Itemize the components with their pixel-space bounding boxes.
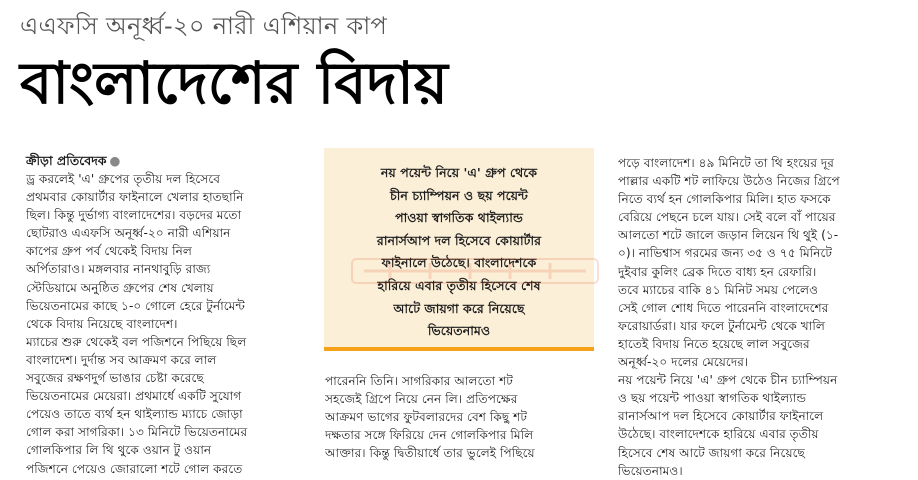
text-line: স্টেডিয়ামে অনুষ্ঠিত গ্রুপের শেষ খেলায় [26,280,214,295]
text-line: হাতেই বিদায় নিতে হয়েছে লাল সবুজের [618,336,810,351]
text-line: ছিল। কিন্তু দুর্ভাগ্য বাংলাদেশের। বড়দের মতো [26,208,242,223]
text-line: সেই গোল শোধ দিতে পারেননি বাংলাদেশের [618,300,829,315]
article-headline: বাংলাদেশের বিদায় [20,49,448,117]
text-line: রানার্সআপ দল হিসেবে কোয়ার্টার [376,232,542,248]
text-line: ফাইনালে উঠেছে। বাংলাদেশকে [381,255,537,271]
text-line: অনূর্ধ্ব-২০ দলের মেয়েদের। [618,355,749,370]
text-line: উঠেছে। বাংলাদেশকে হারিয়ে এবার তৃতীয় [618,427,819,442]
pull-quote-box [324,148,594,351]
text-line: ০)। নাভিশ্বাস গরমের জন্য ৩৫ ও ৭৫ মিনিটে [618,246,833,261]
text-line: আক্রমণ ভাগের ফুটবলারদের বেশ কিছু শট [325,410,527,425]
text-line: গোল করা সাগরিকা। ১৩ মিনিটে ভিয়েতনামের [26,425,248,440]
text-line: নয় পয়েন্ট নিয়ে 'এ' গ্রুপ থেকে চীন চ্যাম্পিয়ন [618,373,838,388]
text-line: দক্ষতার সঙ্গে ফিরিয়ে দেন গোলকিপার মিলি [325,428,534,443]
text-line: আটে জায়গা করে নিয়েছে [393,300,525,316]
text-line: নিতে ব্যর্থ হন গোলকিপার মিলি। হাত ফসকে [618,192,831,207]
text-line: হিসেবে শেষ আটে জায়গা করে নিয়েছে [618,445,805,460]
text-line: তবে ম্যাচের বাকি ৪১ মিনিট সময় পেলেও [618,282,819,297]
bullet-icon: ● [109,153,121,168]
text-line: পারেননি তিনি। সাগরিকার আলতো শট [325,374,513,388]
text-line: হারিয়ে এবার তৃতীয় হিসেবে শেষ [377,277,541,293]
text-line: রানার্সআপ দল হিসেবে কোয়ার্টার ফাইনালে [618,409,824,424]
text-line: ড্র করলেই 'এ' গ্রুপের তৃতীয় দল হিসেবে [26,172,221,186]
text-line: ভিয়েতনামও। [618,463,683,478]
byline-author: ক্রীড়া প্রতিবেদক [26,153,107,168]
text-line: কাপের গ্রুপ পর্ব থেকেই বিদায় নিল [26,244,192,259]
text-line: দুইবার কুলিং ব্রেক দিতে বাধ্য হন রেফারি। [618,264,817,279]
text-line: ম্যাচের শুরু থেকেই বল পজিশনে পিছিয়ে ছিল [26,334,247,349]
text-line: সহজেই গ্রিপে নিয়ে নেন লি। প্রতিপক্ষের [325,392,518,407]
text-line: সবুজের রক্ষণদুর্গ ভাঙার চেষ্টা করেছে [26,371,204,386]
text-line: নয় পয়েন্ট নিয়ে 'এ' গ্রুপ থেকে [380,165,538,180]
text-line: প্রথমবার কোয়ার্টার ফাইনালে খেলার হাতছানি [26,190,244,205]
text-line: আক্তার। কিন্তু দ্বিতীয়ার্ধে তার ভুলেই পিছিয়ে [325,446,535,461]
text-line: ভিয়েতনামও [427,323,491,339]
text-line: পেয়েও তাতে ব্যর্থ হন থাইল্যান্ড ম্যাচে জোড়া [26,407,243,422]
article-column-1 [26,170,318,478]
text-line: থেকে বিদায় নিয়েছে বাংলাদেশ। [26,316,178,331]
article-kicker: এএফসি অনূর্ধ্ব-২০ নারী এশিয়ান কাপ [20,12,388,40]
text-line: বাংলাদেশ। দুর্দান্ত সব আক্রমণ করে লাল [26,352,217,367]
text-line: পজিশনে পেয়েও জোরালো শটে গোল করতে [26,461,243,476]
text-line: ছোটরাও এএফসি অনূর্ধ্ব-২০ নারী এশিয়ান [26,226,231,241]
text-line: গোলকিপার লি থি থুকে ওয়ান টু ওয়ান [26,443,212,458]
text-line: পাল্লার একটি শট লাফিয়ে উঠেও নিজের গ্রিপে [618,174,840,189]
article-column-2 [325,372,593,462]
article-column-3 [618,154,914,480]
text-line: ফরোয়ার্ডরা। যার ফলে টুর্নামেন্ট থেকে খালি [618,318,825,333]
text-line: আলতো শটে জালে জড়ান লিয়েন থি থুই (১- [618,228,839,243]
text-line: চীন চ্যাম্পিয়ন ও ছয় পয়েন্ট [390,187,528,203]
text-line: ভিয়েতনামের কাছে ১-০ গোলে হেরে টুর্নামেন্ট [26,298,246,313]
text-line: অর্পিতারাও। মঙ্গলবার নানথাবুড়ি রাজ্য [26,262,211,277]
text-line: বেরিয়ে পেছনে চলে যায়। সেই বলে বাঁ পায়ের [618,210,836,225]
text-line: পাওয়া স্বাগতিক থাইল্যান্ড [395,210,523,226]
text-line: ভিয়েতনামের মেয়েরা। প্রথমার্ধে একটি সুযোগ [26,389,242,404]
text-line: পড়ে বাংলাদেশ। ৪৯ মিনিটে তা থি হংয়ের দূর [618,156,834,170]
text-line: ও ছয় পয়েন্ট পাওয়া স্বাগতিক থাইল্যান্ড [618,391,807,406]
